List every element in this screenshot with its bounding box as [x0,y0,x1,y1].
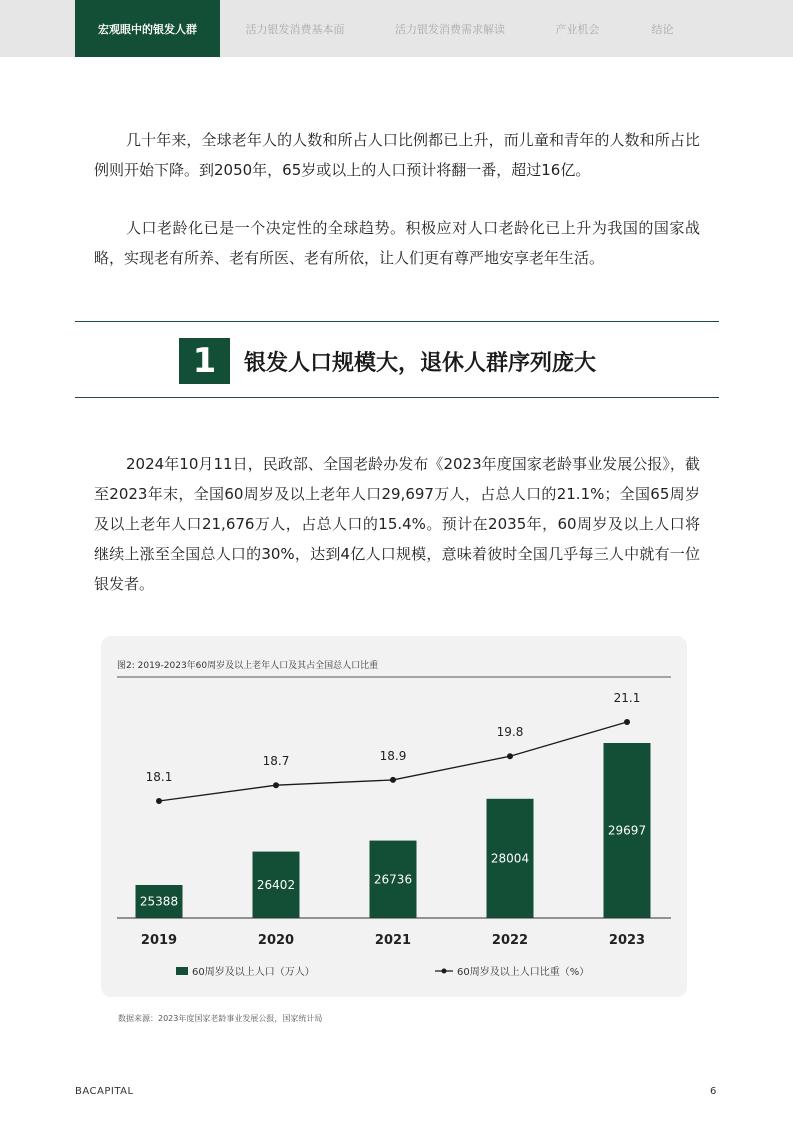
legend-swatch-bar [176,967,188,975]
intro-paragraph-1: 几十年来，全球老年人的人数和所占人口比例都已上升，而儿童和青年的人数和所占比例则开始下降。到2050年，65岁或以上的人口预计将翻一番，超过16亿。 [94,131,700,179]
bar-label-2023: 29697 [607,823,647,838]
top-navigation [0,0,793,57]
section-title: 银发人口规模大，退休人群序列庞大 [244,350,597,376]
nav-tab-macro[interactable]: 宏观眼中的银发人群 [75,0,220,57]
nav-tab-opportunities[interactable]: 产业机会 [555,22,600,36]
intro-paragraph-2: 人口老龄化已是一个决定性的全球趋势。积极应对人口老龄化已上升为我国的国家战略，实现老有所养、老有所医、老有所依，让人们更有尊严地安享老年生活。 [94,219,700,267]
line-label-2019: 18.1 [145,770,173,784]
bar-label-2019: 25388 [139,894,179,909]
legend-swatch-line-dot [442,969,447,974]
line-point-2022 [507,753,513,759]
x-tick-2023: 2023 [608,933,646,948]
section-rule-bottom [75,397,719,398]
nav-tab-demand[interactable]: 活力银发消费需求解读 [395,22,505,36]
line-label-2021: 18.9 [379,748,407,763]
line-point-2020 [273,782,279,788]
nav-tab-fundamentals[interactable]: 活力银发消费基本面 [245,22,345,36]
chart-card [101,636,687,997]
section-rule-top [75,321,719,322]
chart [101,636,687,997]
x-tick-2021: 2021 [374,933,412,948]
nav-tab-conclusion[interactable]: 结论 [651,22,674,36]
line-label-2023: 21.1 [613,691,641,705]
x-tick-2022: 2022 [491,933,529,948]
footer-brand: BACAPITAL [75,1086,134,1097]
x-tick-2020: 2020 [257,933,295,948]
line-label-2020: 18.7 [262,754,290,769]
bar-label-2022: 28004 [490,851,530,866]
line-point-2019 [156,798,162,804]
x-tick-2019: 2019 [140,933,178,948]
data-source: 数据来源：2023年度国家老龄事业发展公报，国家统计局 [118,1014,323,1023]
bar-label-2021: 26736 [373,872,413,887]
section-number: 1 [179,338,230,384]
legend-label-line: 60周岁及以上人口比重（%） [457,967,590,978]
legend-label-bar: 60周岁及以上人口（万人） [192,967,315,978]
page-number: 6 [710,1086,717,1097]
line-point-2021 [390,777,396,783]
body-paragraph: 2024年10月11日，民政部、全国老龄办发布《2023年度国家老龄事业发展公报》，截至2023年末，全国60周岁及以上老年人口29,697万人，占总人口的21.1%；全国65周岁及以上老年人口21,676万人，占总人口的15.4%。预计在2035年，60周岁及以上人口将继续上涨至全国总人口的30%，达到4亿人口规模，意味着彼时全国几乎每三人中就有一位银发者。 [94,455,700,593]
bar-label-2020: 26402 [256,877,296,892]
section-heading [179,338,596,384]
chart-title: 图2: 2019-2023年60周岁及以上老年人口及其占全国总人口比重 [117,661,379,671]
line-label-2022: 19.8 [496,725,524,740]
line-point-2023 [624,719,630,725]
